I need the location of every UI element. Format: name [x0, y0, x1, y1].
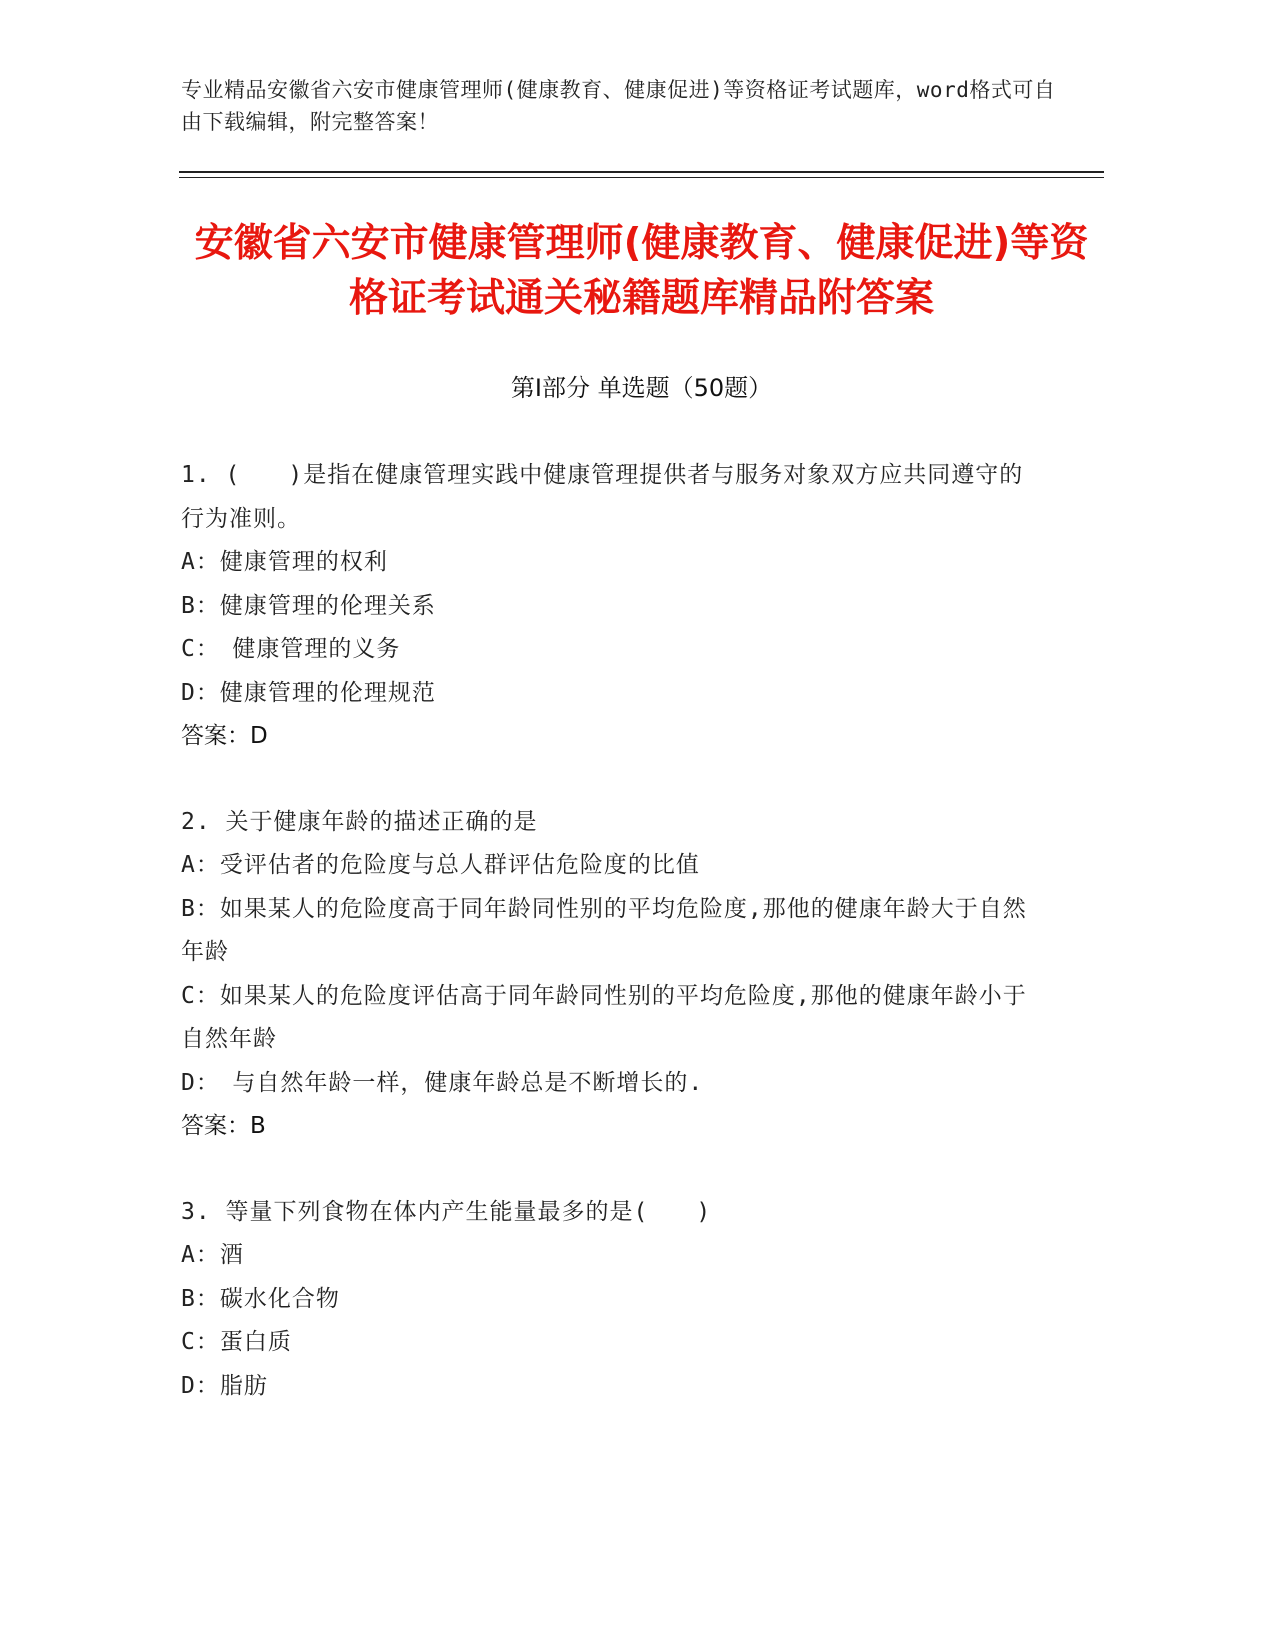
option-c: C： 健康管理的义务 — [181, 636, 401, 662]
question-stem: 3. 等量下列食物在体内产生能量最多的是( ) — [181, 1198, 712, 1225]
option-b: B：碳水化合物 — [181, 1285, 340, 1312]
header-note: 专业精品安徽省六安市健康管理师(健康教育、健康促进)等资格证考试题库，word格式可自由下载编辑，附完整答案！ — [181, 78, 1056, 134]
option-b: B：如果某人的危险度高于同年龄同性别的平均危险度,那他的健康年龄大于自然年龄 — [181, 895, 1027, 965]
header-divider-thin — [179, 177, 1104, 178]
question-1 — [181, 454, 1041, 759]
option-c: C：如果某人的危险度评估高于同年龄同性别的平均危险度,那他的健康年龄小于自然年龄 — [181, 982, 1027, 1052]
question-list — [181, 454, 1041, 1450]
option-b: B：健康管理的伦理关系 — [181, 592, 436, 619]
answer-line: 答案：D — [181, 723, 268, 749]
option-a: A：健康管理的权利 — [181, 549, 388, 575]
header-divider-thick — [179, 171, 1104, 173]
section-heading: 第Ⅰ部分 单选题（50题） — [510, 374, 773, 402]
question-stem: 1. ( )是指在健康管理实践中健康管理提供者与服务对象双方应共同遵守的行为准则。 — [181, 462, 1024, 532]
option-a: A：酒 — [181, 1242, 244, 1268]
document-title: 安徽省六安市健康管理师(健康教育、健康促进)等资格证考试通关秘籍题库精品附答案 — [194, 221, 1089, 321]
option-d: D：脂肪 — [181, 1372, 268, 1399]
question-3 — [181, 1191, 1041, 1409]
option-c: C：蛋白质 — [181, 1329, 292, 1355]
question-stem: 2. 关于健康年龄的描述正确的是 — [181, 808, 538, 835]
option-d: D： 与自然年龄一样，健康年龄总是不断增长的. — [181, 1069, 704, 1096]
option-a: A：受评估者的危险度与总人群评估危险度的比值 — [181, 852, 700, 878]
question-2 — [181, 801, 1041, 1149]
answer-line: 答案：B — [181, 1113, 266, 1139]
option-d: D：健康管理的伦理规范 — [181, 679, 436, 706]
